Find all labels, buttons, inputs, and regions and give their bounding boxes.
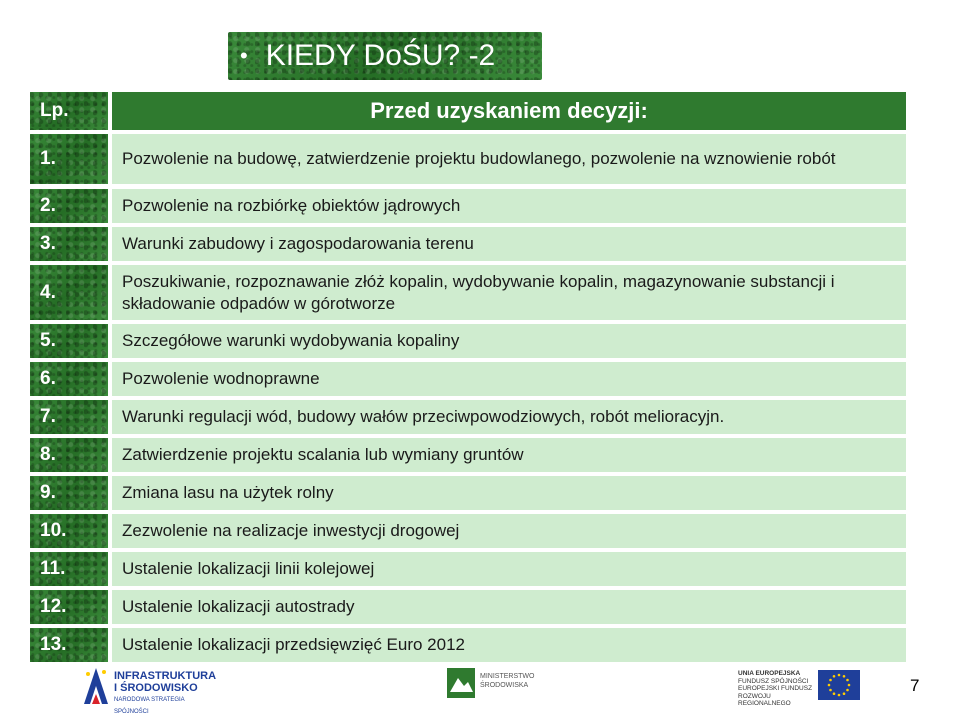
row-text: Warunki regulacji wód, budowy wałów przeciwpowodziowych, robót melioracyjn. xyxy=(112,400,906,434)
table-row xyxy=(30,590,906,624)
row-text: Zezwolenie na realizacje inwestycji drogowej xyxy=(112,514,906,548)
row-number: 12. xyxy=(30,590,108,624)
logo-left-line1: INFRASTRUKTURA xyxy=(114,670,217,682)
row-text: Zmiana lasu na użytek rolny xyxy=(112,476,906,510)
ministerstwo-logo xyxy=(446,666,535,702)
table-row xyxy=(30,476,906,510)
table-row xyxy=(30,438,906,472)
logo-right-line2: FUNDUSZ SPÓJNOŚCI xyxy=(738,677,809,685)
eu-logo xyxy=(738,668,862,706)
table-row xyxy=(30,514,906,548)
row-number: 2. xyxy=(30,189,108,223)
row-text: Warunki zabudowy i zagospodarowania terenu xyxy=(112,227,906,261)
logo-left-line3: NARODOWA STRATEGIA SPÓJNOŚCI xyxy=(114,697,185,715)
logo-left-line2: I ŚRODOWISKO xyxy=(114,682,198,694)
table-row xyxy=(30,362,906,396)
row-text: Ustalenie lokalizacji linii kolejowej xyxy=(112,552,906,586)
table-row xyxy=(30,400,906,434)
row-number: 4. xyxy=(30,265,108,320)
page-number: 7 xyxy=(910,676,920,695)
title-bullet: • xyxy=(240,43,248,68)
row-number: 8. xyxy=(30,438,108,472)
logo-right-line4: ROZWOJU REGIONALNEGO xyxy=(738,692,791,707)
row-number: 13. xyxy=(30,628,108,662)
slide-title xyxy=(228,32,542,80)
title-text: KIEDY DoŚU? -2 xyxy=(265,39,496,72)
table-row xyxy=(30,189,906,223)
row-text: Pozwolenie wodnoprawne xyxy=(112,362,906,396)
table-row xyxy=(30,628,906,662)
table-row xyxy=(30,552,906,586)
row-text: Pozwolenie na rozbiórkę obiektów jądrowych xyxy=(112,189,906,223)
table-row xyxy=(30,324,906,358)
table-header-row xyxy=(30,92,906,130)
logo-right-line3: EUROPEJSKI FUNDUSZ xyxy=(738,685,813,692)
row-number: 1. xyxy=(30,134,108,184)
row-number: 9. xyxy=(30,476,108,510)
row-number: 11. xyxy=(30,552,108,586)
row-number: 7. xyxy=(30,400,108,434)
logo-mid-line2: ŚRODOWISKA xyxy=(480,682,529,689)
row-text: Pozwolenie na budowę, zatwierdzenie projektu budowlanego, pozwolenie na wznowienie robót xyxy=(112,134,906,184)
row-text: Poszukiwanie, rozpoznawanie złóż kopalin, wydobywanie kopalin, magazynowanie substancji i składowanie odpadów w górotworze xyxy=(112,265,906,320)
row-text: Szczegółowe warunki wydobywania kopaliny xyxy=(112,324,906,358)
header-num: Lp. xyxy=(30,92,108,130)
ministerstwo-emblem-icon xyxy=(446,666,476,700)
infrastruktura-logo xyxy=(82,664,217,715)
table-row xyxy=(30,265,906,320)
eu-flag-icon xyxy=(818,670,860,700)
row-text: Ustalenie lokalizacji przedsięwzięć Euro 2012 xyxy=(112,628,906,662)
row-text: Zatwierdzenie projektu scalania lub wymiany gruntów xyxy=(112,438,906,472)
row-number: 10. xyxy=(30,514,108,548)
row-number: 5. xyxy=(30,324,108,358)
logo-right-line1: UNIA EUROPEJSKA xyxy=(738,670,801,677)
logo-mid-line1: MINISTERSTWO xyxy=(480,673,535,680)
row-text: Ustalenie lokalizacji autostrady xyxy=(112,590,906,624)
table-row xyxy=(30,227,906,261)
header-label: Przed uzyskaniem decyzji: xyxy=(112,92,906,130)
table-row xyxy=(30,134,906,184)
row-number: 6. xyxy=(30,362,108,396)
row-number: 3. xyxy=(30,227,108,261)
